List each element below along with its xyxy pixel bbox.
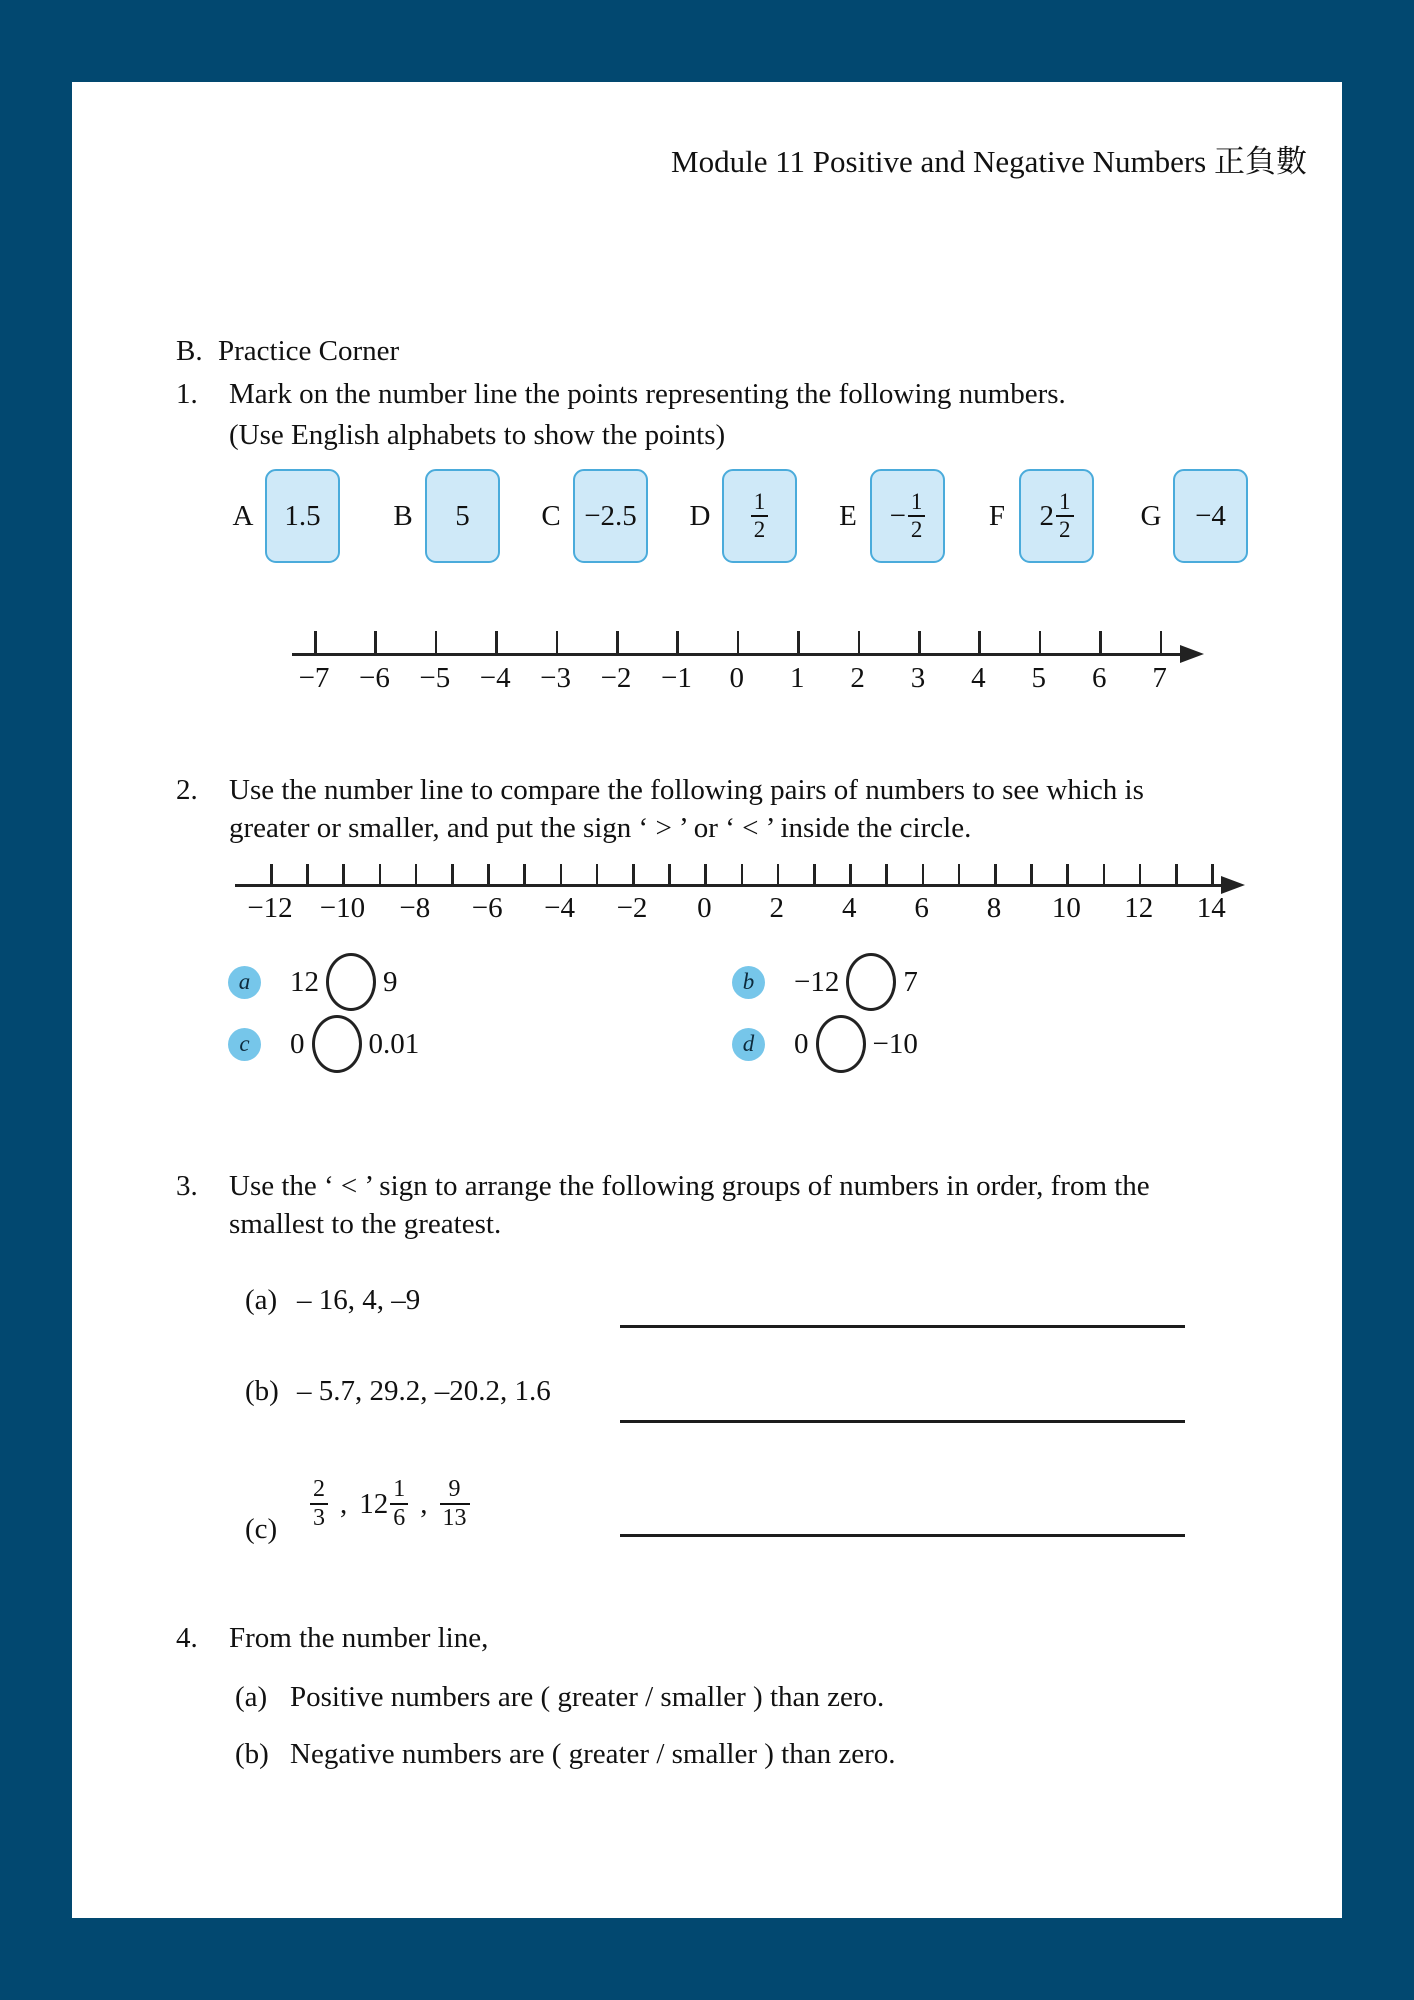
numberline-tick-label: 2 [850, 662, 865, 694]
numberline-tick [487, 864, 490, 884]
numberline-tick [704, 864, 707, 884]
whole-number: 12 [359, 1487, 389, 1520]
answer-circle [312, 1015, 362, 1073]
fraction: $\frac{1}{2}$ [908, 489, 926, 543]
card-letter: E [839, 499, 857, 532]
numberline-tick-label: 6 [914, 892, 929, 924]
arrowhead-icon [1180, 645, 1204, 663]
fraction: $\frac{9}{13}$ [440, 1476, 470, 1532]
numberline-tick-label: −5 [419, 662, 451, 694]
numberline-tick-label: 0 [729, 662, 745, 694]
numberline-tick [1039, 631, 1042, 653]
section-label: B. [176, 335, 203, 367]
question-4-text: From the number line, [229, 1622, 489, 1654]
question-3-text-line2: smallest to the greatest. [229, 1208, 502, 1240]
question-3-number: 3. [176, 1170, 198, 1202]
card-value-box: −4 [1173, 469, 1248, 563]
item-label: (b) [235, 1738, 269, 1770]
numberline-tick [556, 631, 559, 653]
numberline-tick [858, 631, 861, 653]
item-badge-d: d [732, 1028, 765, 1061]
numberline-tick [958, 864, 961, 884]
numberline-tick [885, 864, 888, 884]
numberline-tick [1103, 864, 1106, 884]
numberline-tick [737, 631, 740, 653]
numberline-tick [918, 631, 921, 653]
numberline-tick [994, 864, 997, 884]
card-letter: B [393, 499, 413, 532]
numberline-tick [270, 864, 273, 884]
card-value-box [870, 469, 945, 563]
numberline-tick-label: 3 [910, 662, 926, 694]
fraction: $\frac{1}{2}$ [751, 489, 769, 543]
card-letter: A [232, 499, 254, 532]
number-card-d [687, 468, 797, 564]
card-value-box: −2.5 [573, 469, 648, 563]
numberline-tick [616, 631, 619, 653]
compare-item-b [732, 954, 918, 1010]
fraction: $\frac{1}{2}$ [1056, 489, 1074, 543]
item-badge-b: b [732, 966, 765, 999]
item-label: (c) [245, 1513, 278, 1545]
numberline-tick-label: 12 [1124, 892, 1154, 924]
number-card-b [390, 468, 500, 564]
numberline-tick-label: 6 [1091, 662, 1107, 694]
question-2 [176, 772, 1144, 808]
numberline-tick-label: −4 [479, 662, 511, 694]
number-card-e [835, 468, 945, 564]
numberline-tick-label: −2 [600, 662, 632, 694]
numberline-tick [1175, 864, 1178, 884]
card-value-box: 5 [425, 469, 500, 563]
numberline-tick [415, 864, 418, 884]
numberline-tick-label: 4 [841, 892, 857, 924]
card-letter: D [689, 499, 711, 532]
numberline-tick [306, 864, 309, 884]
page-title: Module 11 Positive and Negative Numbers 正負數 [671, 144, 1307, 179]
numberline-2 [235, 850, 1325, 935]
whole-number: 2 [1039, 499, 1054, 532]
numberline-tick [495, 631, 498, 653]
numberline-tick-label: 10 [1051, 892, 1081, 924]
numberline-tick [668, 864, 671, 884]
numberline-tick [1030, 864, 1033, 884]
answer-circle [846, 953, 896, 1011]
section-title: Practice Corner [218, 335, 400, 367]
compare-item-a [228, 954, 398, 1010]
numberline-tick [1139, 864, 1142, 884]
item-numbers: – 16, 4, –9 [297, 1284, 421, 1316]
numberline-tick-label: −7 [298, 662, 330, 694]
numberline-tick-label: 4 [971, 662, 986, 694]
question-1-subtext: (Use English alphabets to show the points) [229, 419, 726, 451]
question-1-number: 1. [176, 378, 198, 410]
compare-item-c [228, 1016, 419, 1072]
fraction: $\frac{1}{6}$ [390, 1476, 408, 1532]
numberline-tick-label: −4 [544, 892, 576, 924]
minus-sign: − [889, 499, 906, 532]
answer-blank-c [620, 1534, 1185, 1537]
question-2-number: 2. [176, 774, 198, 806]
fraction: $\frac{2}{3}$ [310, 1476, 328, 1532]
numberline-axis [235, 884, 1223, 887]
item-badge-c: c [228, 1028, 261, 1061]
numberline-tick-label: 2 [769, 892, 785, 924]
numberline-tick [1160, 631, 1163, 653]
left-number: −12 [794, 965, 840, 998]
numberline-tick-label: 5 [1031, 662, 1047, 694]
left-number: 12 [290, 965, 319, 998]
numberline-tick [849, 864, 852, 884]
item-badge-a: a [228, 966, 261, 999]
right-number: 0.01 [368, 1027, 420, 1060]
number-card-c [538, 468, 648, 564]
numberline-tick-label: 8 [986, 892, 1002, 924]
item-numbers: – 5.7, 29.2, –20.2, 1.6 [297, 1375, 551, 1407]
item-label: (a) [245, 1284, 278, 1316]
item-label: (a) [235, 1681, 268, 1713]
numberline-tick-label: −6 [471, 892, 503, 924]
question-1 [176, 376, 1066, 412]
numberline-tick [1099, 631, 1102, 653]
answer-circle [326, 953, 376, 1011]
worksheet-page [72, 82, 1342, 1918]
numberline-tick [596, 864, 599, 884]
question-4-number: 4. [176, 1622, 198, 1654]
card-letter: C [541, 499, 561, 532]
numberline-tick [813, 864, 816, 884]
numberline-tick-label: −3 [540, 662, 572, 694]
number-card-f [984, 468, 1094, 564]
comma: , [340, 1487, 348, 1520]
number-card-a [230, 468, 340, 564]
numberline-tick-label: 0 [697, 892, 712, 924]
question-2-text-line2: greater or smaller, and put the sign ‘ > ’ or ‘ < ’ inside the circle. [229, 812, 972, 844]
answer-blank-a [620, 1325, 1185, 1328]
numberline-1 [292, 620, 1242, 705]
card-value-box [1019, 469, 1094, 563]
question-4-item-b [235, 1736, 896, 1772]
answer-blank-b [620, 1420, 1185, 1423]
numberline-tick-label: −2 [616, 892, 648, 924]
numberline-tick [1211, 864, 1214, 884]
numberline-tick [978, 631, 981, 653]
card-value-box [722, 469, 797, 563]
right-number: 9 [383, 965, 398, 998]
numberline-tick-label: 1 [789, 662, 805, 694]
section-b-header [176, 333, 399, 369]
number-card-g [1138, 468, 1248, 564]
left-number: 0 [290, 1027, 305, 1060]
numberline-tick [379, 864, 382, 884]
question-3-item-b [245, 1373, 551, 1409]
numberline-tick-label: −12 [247, 892, 293, 924]
question-3 [176, 1168, 1150, 1204]
question-3-item-a [245, 1282, 420, 1318]
card-value-box: 1.5 [265, 469, 340, 563]
numberline-tick [676, 631, 679, 653]
question-3-item-c [245, 1454, 470, 1554]
card-letter: F [988, 499, 1006, 532]
answer-circle [816, 1015, 866, 1073]
numberline-tick [374, 631, 377, 653]
numberline-tick [741, 864, 744, 884]
question-4-item-a [235, 1679, 884, 1715]
comma: , [420, 1487, 428, 1520]
item-label: (b) [245, 1375, 279, 1407]
numberline-tick [797, 631, 800, 653]
numberline-tick [922, 864, 925, 884]
right-number: 7 [903, 965, 918, 998]
numberline-tick [632, 864, 635, 884]
numberline-tick-label: −6 [358, 662, 390, 694]
numberline-tick [560, 864, 563, 884]
question-4 [176, 1620, 488, 1656]
left-number: 0 [794, 1027, 809, 1060]
numberline-tick-label: −8 [399, 892, 431, 924]
numberline-tick [1066, 864, 1069, 884]
numberline-tick [523, 864, 526, 884]
numberline-tick [435, 631, 438, 653]
numberline-tick [451, 864, 454, 884]
compare-item-d [732, 1016, 918, 1072]
question-1-text: Mark on the number line the points representing the following numbers. [229, 378, 1066, 410]
numberline-tick-label: 14 [1196, 892, 1226, 924]
item-text: Positive numbers are ( greater / smaller ) than zero. [290, 1681, 885, 1713]
numberline-tick-label: 7 [1152, 662, 1167, 694]
item-text: Negative numbers are ( greater / smaller ) than zero. [290, 1738, 896, 1770]
numberline-tick [342, 864, 345, 884]
question-2-text-line1: Use the number line to compare the following pairs of numbers to see which is [229, 774, 1144, 806]
numberline-tick [314, 631, 317, 653]
right-number: −10 [872, 1027, 918, 1060]
numberline-axis [292, 653, 1182, 656]
numberline-tick-label: −10 [319, 892, 366, 924]
numberline-tick [777, 864, 780, 884]
numberline-tick-label: −1 [660, 662, 692, 694]
card-letter: G [1140, 499, 1162, 532]
question-3-text-line1: Use the ‘ < ’ sign to arrange the following groups of numbers in order, from the [229, 1170, 1150, 1202]
